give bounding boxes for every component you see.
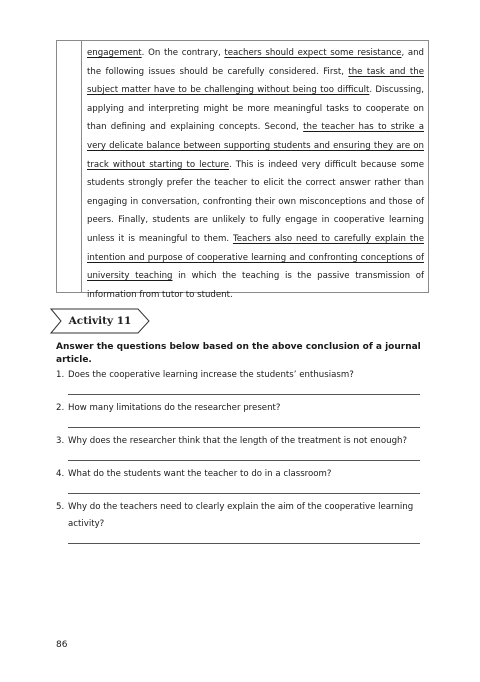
passage-box-margin-column — [57, 41, 82, 292]
answer-line[interactable] — [68, 427, 420, 428]
question-text: How many limitations do the researcher present? — [68, 403, 281, 413]
passage-span: the task and the subject matter have to be challenging without being too difficult — [87, 66, 424, 96]
question-text: What do the students want the teacher to do in a classroom? — [68, 469, 332, 479]
page-number: 86 — [56, 640, 68, 650]
question-number: 3. — [56, 436, 65, 446]
passage-span: engagement — [87, 48, 142, 58]
question-text: Why do the teachers need to clearly explain the aim of the cooperative learning activity? — [68, 502, 414, 529]
answer-line[interactable] — [68, 394, 420, 395]
passage-span: . This is indeed very difficult because some students strongly prefer the teacher to elicit the correct answer rather than engaging in conversation, confronting their own misconceptions and those of peers. Finally, students are unlikely to fully engage in cooperative learning unless it is meaningful to them. — [87, 159, 424, 244]
passage-text — [87, 44, 424, 304]
passage-span: teachers should expect some resistance — [224, 48, 402, 58]
passage-span: . On the contrary, — [141, 48, 225, 58]
passage-span: the teacher has to strike a very delicate balance between supporting students and ensuring they are on track without starting to lecture — [87, 122, 424, 170]
question-text: Does the cooperative learning increase the students’ enthusiasm? — [68, 370, 354, 380]
instructions: Answer the questions below based on the above conclusion of a journal article. — [56, 342, 421, 365]
question-number: 5. — [56, 502, 65, 512]
activity-title: Activity 11 — [68, 315, 132, 327]
answer-line[interactable] — [68, 493, 420, 494]
passage-span: in which the teaching is the passive transmission of information from tutor to student. — [87, 271, 425, 300]
question-number: 1. — [56, 370, 65, 380]
question-number: 2. — [56, 403, 65, 413]
passage-span: . Discussing, applying and interpreting might be more meaningful tasks to cooperate on than defining and explaining concepts. Second, — [87, 85, 424, 133]
question-number: 4. — [56, 469, 65, 479]
answer-line[interactable] — [68, 460, 420, 461]
question-text: Why does the researcher think that the length of the treatment is not enough? — [68, 436, 408, 446]
passage-box — [56, 40, 429, 300]
passage-span: Teachers also need to carefully explain the intention and purpose of cooperative learning and confronting conceptions of university teaching — [87, 233, 424, 282]
answer-line[interactable] — [68, 543, 420, 544]
passage-span: , and the following issues should be carefully considered. First, — [87, 48, 425, 77]
activity-tag — [50, 308, 150, 334]
